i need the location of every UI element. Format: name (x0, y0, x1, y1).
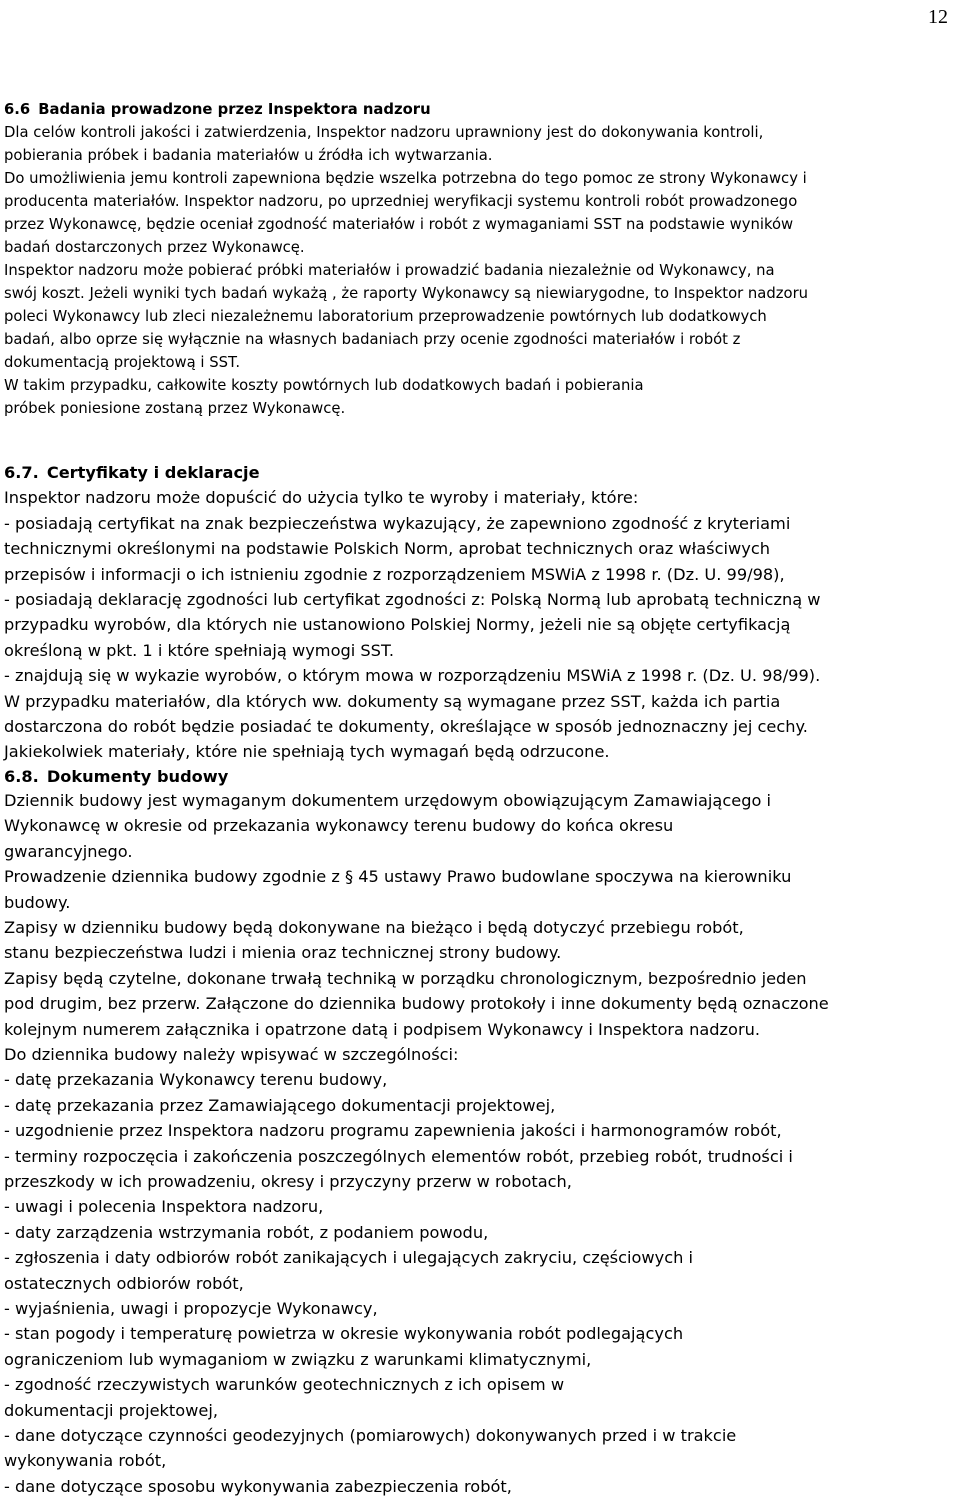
section-heading (4, 460, 956, 485)
text-line: - stan pogody i temperaturę powietrza w okresie wykonywania robót podlegających (4, 1324, 684, 1344)
section-spacer (4, 420, 956, 460)
section-6-7 (4, 460, 956, 765)
text-line: W przypadku materiałów, dla których ww. dokumenty są wymagane przez SST, każda ich partia (4, 691, 781, 711)
text-line: dostarczona do robót będzie posiadać te dokumenty, określające w sposób jednoznaczny jej cechy. (4, 717, 808, 737)
text-line: Jakiekolwiek materiały, które nie spełniają tych wymagań będą odrzucone. (4, 742, 610, 762)
text-line: przez Wykonawcę, będzie oceniał zgodność materiałów i robót z wymaganiami SST na podstawie wyników (4, 216, 794, 233)
text-line: Prowadzenie dziennika budowy zgodnie z § 45 ustawy Prawo budowlane spoczywa na kierowniku (4, 867, 792, 887)
text-line: producenta materiałów. Inspektor nadzoru, po uprzedniej weryfikacji systemu kontroli robót prowadzonego (4, 193, 798, 210)
section-number: 6.7. (4, 463, 39, 482)
text-line: Do dziennika budowy należy wpisywać w szczególności: (4, 1044, 459, 1064)
text-line: poleci Wykonawcy lub zleci niezależnemu laboratorium przeprowadzenie powtórnych lub dodatkowych (4, 308, 767, 325)
section-heading (4, 98, 956, 121)
text-line: dokumentacji projektowej, (4, 1400, 219, 1420)
text-line: Inspektor nadzoru może pobierać próbki materiałów i prowadzić badania niezależnie od Wykonawcy, na (4, 262, 775, 279)
text-line: budowy. (4, 892, 71, 912)
text-line: Do umożliwienia jemu kontroli zapewniona będzie wszelka potrzebna do tego pomoc ze strony Wykonawcy i (4, 170, 807, 187)
text-line: określoną w pkt. 1 i które spełniają wymogi SST. (4, 640, 395, 660)
text-line: - posiadają certyfikat na znak bezpieczeństwa wykazujący, że zapewniono zgodność z kryteriami (4, 513, 791, 533)
text-line: - dane dotyczące czynności geodezyjnych (pomiarowych) dokonywanych przed i w trakcie (4, 1426, 737, 1446)
text-line: pod drugim, bez przerw. Załączone do dziennika budowy protokoły i inne dokumenty będą oznaczone (4, 994, 829, 1014)
text-line: Inspektor nadzoru może dopuścić do użycia tylko te wyroby i materiały, które: (4, 488, 639, 508)
text-line: badań, albo oprze się wyłącznie na własnych badaniach przy ocenie zgodności materiałów i robót z (4, 331, 741, 348)
text-line: - dane dotyczące sposobu wykonywania zabezpieczenia robót, (4, 1476, 512, 1496)
page-number: 12 (928, 6, 948, 28)
text-line: przepisów i informacji o ich istnieniu zgodnie z rozporządzeniem MSWiA z 1998 r. (Dz. U. 99/98), (4, 564, 785, 584)
section-number: 6.6 (4, 101, 31, 118)
text-line: dokumentacją projektową i SST. (4, 354, 241, 371)
text-line: - wyjaśnienia, uwagi i propozycje Wykonawcy, (4, 1299, 378, 1318)
section-6-8 (4, 765, 956, 1499)
text-line: - zgłoszenia i daty odbiorów robót zanikających i ulegających zakryciu, częściowych i (4, 1248, 694, 1268)
text-line: próbek poniesione zostaną przez Wykonawcę. (4, 400, 346, 417)
text-line: - znajdują się w wykazie wyrobów, o którym mowa w rozporządzeniu MSWiA z 1998 r. (Dz. U. 98/99). (4, 666, 821, 686)
section-title: Dokumenty budowy (46, 766, 229, 786)
text-line: Zapisy w dzienniku budowy będą dokonywane na bieżąco i będą dotyczyć przebiegu robót, (4, 917, 744, 937)
text-line: badań dostarczonych przez Wykonawcę. (4, 239, 305, 256)
text-line: Zapisy będą czytelne, dokonane trwałą techniką w porządku chronologicznym, bezpośrednio jeden (4, 968, 807, 988)
text-line: swój koszt. Jeżeli wyniki tych badań wykażą , że raporty Wykonawcy są niewiarygodne, to Inspektor nadzoru (4, 285, 809, 302)
text-line: Wykonawcę w okresie od przekazania wykonawcy terenu budowy do końca okresu (4, 816, 674, 836)
section-title: Badania prowadzone przez Inspektora nadzoru (38, 101, 431, 118)
text-line: - uwagi i polecenia Inspektora nadzoru, (4, 1197, 324, 1217)
section-title: Certyfikaty i deklaracje (46, 463, 260, 482)
text-line: ograniczeniom lub wymaganiom w związku z warunkami klimatycznymi, (4, 1349, 592, 1369)
text-line: pobierania próbek i badania materiałów u źródła ich wytwarzania. (4, 147, 493, 164)
text-line: ostatecznych odbiorów robót, (4, 1273, 244, 1293)
text-line: przypadku wyrobów, dla których nie ustanowiono Polskiej Normy, jeżeli nie są objęte certyfikacją (4, 615, 791, 635)
text-line: gwarancyjnego. (4, 841, 133, 861)
text-line: kolejnym numerem załącznika i opatrzone datą i podpisem Wykonawcy i Inspektora nadzoru. (4, 1019, 761, 1039)
text-line: wykonywania robót, (4, 1451, 167, 1471)
text-line: Dla celów kontroli jakości i zatwierdzenia, Inspektor nadzoru uprawniony jest do dokonywania kontroli, (4, 124, 764, 141)
text-line: - datę przekazania Wykonawcy terenu budowy, (4, 1070, 388, 1090)
text-line: W takim przypadku, całkowite koszty powtórnych lub dodatkowych badań i pobierania (4, 377, 644, 394)
document-body (4, 98, 956, 1499)
text-line: - datę przekazania przez Zamawiającego dokumentacji projektowej, (4, 1095, 556, 1115)
section-heading (4, 765, 956, 788)
text-line: - daty zarządzenia wstrzymania robót, z podaniem powodu, (4, 1222, 489, 1242)
text-line: Dziennik budowy jest wymaganym dokumentem urzędowym obowiązującym Zamawiającego i (4, 790, 772, 810)
section-6-6 (4, 98, 956, 420)
text-line: - terminy rozpoczęcia i zakończenia poszczególnych elementów robót, przebieg robót, trudności i (4, 1146, 793, 1166)
text-line: przeszkody w ich prowadzeniu, okresy i przyczyny przerw w robotach, (4, 1171, 572, 1191)
text-line: stanu bezpieczeństwa ludzi i mienia oraz technicznej strony budowy. (4, 943, 562, 963)
text-line: technicznymi określonymi na podstawie Polskich Norm, aprobat technicznych oraz właściwych (4, 539, 770, 559)
text-line: - uzgodnienie przez Inspektora nadzoru programu zapewnienia jakości i harmonogramów robót, (4, 1121, 782, 1141)
section-number: 6.8. (4, 766, 39, 786)
text-line: - zgodność rzeczywistych warunków geotechnicznych z ich opisem w (4, 1375, 565, 1395)
text-line: - posiadają deklarację zgodności lub certyfikat zgodności z: Polską Normą lub aprobatą techniczną w (4, 590, 821, 610)
